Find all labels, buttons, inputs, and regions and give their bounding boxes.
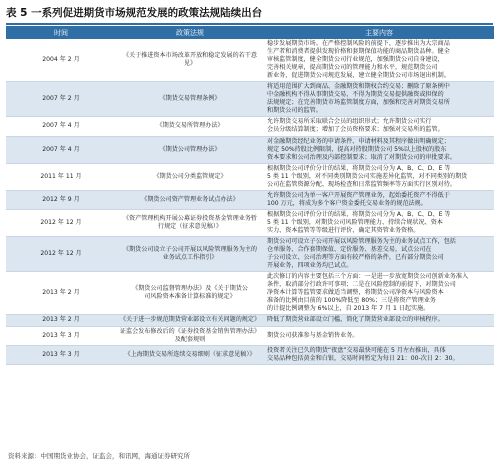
law-cell [116,209,264,236]
table-row [6,82,494,117]
law-line: 《期货公司资产管理业务试点办法》 [141,195,239,203]
time-cell: 2013 年 3 月 [6,345,116,364]
content-line: 5 类 11 个级别，对期货公司风险管理能力、持续合规状况、资本 [267,218,443,226]
table-row [6,209,494,236]
content-line: 会员分级结算制度；增加了会员资格要求；加强对交易所的监管。 [267,126,444,134]
law-line: 《期货公司设立子公司开展以风险管理服务为主的 [122,246,258,254]
content-cell [264,209,494,236]
law-line: 《期货公司监督管理办法》及《关于期货公 [132,285,248,293]
content-line: 净资本计算等监管要求做适当调整，将期货公司净资本与风险资本 [267,289,444,297]
content-line: 投资者关注已久的期货“夜盘”交易最快可能在 5 月左右推出，具体 [267,346,446,354]
content-cell [264,82,494,117]
content-line: 对金融期货经纪业务的申请条件、申请材料及其程序做出明确规定； [267,137,450,145]
content-line: 生产者和消费者提供发现价格和套期保值功能的商品期货品种。健全 [267,48,450,56]
time-cell: 2007 年 2 月 [6,82,116,117]
law-line: 司风险资本准备计算标准的规定》 [144,293,236,301]
content-cell [264,237,494,272]
content-line: 允许期货公司为单一客户开展资产管理业务，起始委托资产不得低于 [267,191,450,199]
content-line: 和期货公司的监管。 [267,107,322,115]
content-line: 降低了期货营业部设立门槛，简化了期货营业部设立的审核程序。 [267,316,444,324]
content-cell [264,326,494,345]
header-time: 时间 [6,26,116,39]
content-line: 实力、资本监管等等级进行评价，确定其资管业务资格。 [267,226,420,234]
law-cell [116,272,264,315]
table-row [6,326,494,345]
table-row [6,190,494,209]
time-cell: 2012 年 12 月 [6,237,116,272]
content-cell [264,315,494,326]
header-content: 主要内容 [264,26,494,39]
table-row [6,163,494,190]
content-line: 交易品种包括黄金和白银，交易时间暂定为每日 21：00-次日 2：30。 [267,354,459,362]
content-line: 法规规定；在完善期货市场监管制度方面，加强和完善对期货交易所 [267,99,450,107]
law-cell [116,190,264,209]
source-note: 资料来源：中国期货业协会，证监会，和讯网，海通证券研究所 [8,452,190,460]
content-line: 条件，取消部分行政许可事项；二是在风险控制的前提下，对期货公司 [267,281,456,289]
content-line: 5 类 11 个级别，对不同类别期货公司实施差异化监管，对不同类别的期货 [267,172,468,180]
time-cell: 2013 年 2 月 [6,272,116,315]
law-line: 《资产管理机构开展公募证券投资基金管理业务暂 [122,214,258,222]
content-line: 审核监管制度，健全期货公司行业规范，加强期货公司自身建设， [267,56,444,64]
table-row [6,345,494,364]
table-row [6,237,494,272]
law-cell [116,39,264,82]
content-line: 公司在监管资源分配、现场检查和日常监管频率等方面实行区别对待。 [267,180,456,188]
content-cell [264,39,494,82]
content-line: 新业务，促进期货公司规范发展，建立健全期货公司市场退出机制。 [267,72,450,80]
law-cell [116,82,264,117]
content-cell [264,345,494,364]
content-line: 开展业务，四项业务均已试点。 [267,262,353,270]
content-line: 完善相关规章，提高期货公司的管理能力和水平，规范期货公司 [267,64,438,72]
content-line: 100 万元，将成为多个客户资金委托交易业务的规范法规。 [267,199,427,207]
content-cell [264,190,494,209]
law-cell [116,237,264,272]
law-line: 及配套规则 [174,335,206,343]
content-cell [264,163,494,190]
time-cell: 2012 年 12 月 [6,209,116,236]
content-line: 仓单服务、合作套期保值、定价服务、基差交易，试点公司在 [267,246,432,254]
law-line: 《期货交易管理条例》 [159,95,221,103]
content-cell [264,136,494,163]
law-cell [116,326,264,345]
table-row [6,272,494,315]
content-line: 根据期货公司评价分计的结果，将期货公司分为 A、B、C、D、E 等 [267,210,451,218]
law-line: 《期货公司分类监管规定》 [153,172,227,180]
content-line: 将适用范围扩大到商品、金融期货和期权合约交易；删除了原条例中 [267,83,450,91]
time-cell: 2007 年 4 月 [6,117,116,136]
time-cell: 2007 年 4 月 [6,136,116,163]
content-line: 稳步发展期货市场。在严格控制风险的前提下，逐步推出为大宗商品 [267,40,450,47]
law-line: 《关于进一步规范期货营业部设立有关问题的规定》 [119,316,261,324]
content-line: 期货公司可设立子公司开展以风险管理服务为主的业务试点工作，包括 [267,238,456,246]
content-line: 中金融机构不得从事期货交易，不得为期货交易提供融资或担保的 [267,91,444,99]
content-cell [264,117,494,136]
table-title: 表 5 一系列促进期货市场规范发展的政策法规陆续出台 [6,3,493,25]
content-line: 允许期货交易所采取联合会员的组织形式；允许期货公司实行 [267,118,432,126]
law-line: 证监会发布修改后的《证券投资基金销售管理办法》 [119,327,261,335]
law-line: 业务试点工作指引》 [162,254,218,262]
header-law: 政策法规 [116,26,264,39]
table-row [6,315,494,326]
law-cell [116,117,264,136]
content-line: 期货公司获准参与基金销售业务。 [267,331,359,339]
law-line: 见》 [183,60,197,68]
content-line: 的计提比例调整为 6%以上，自 2013 年 7 月 1 日起实施。 [267,305,430,313]
law-cell [116,315,264,326]
time-cell: 2011 年 11 月 [6,163,116,190]
time-cell: 2013 年 2 月 [6,315,116,326]
law-line: 行规定（征求意见稿）》 [158,222,222,230]
table-body [6,39,494,364]
time-cell: 2013 年 3 月 [6,326,116,345]
time-cell: 2012 年 9 月 [6,190,116,209]
table-row [6,39,494,82]
law-cell [116,345,264,364]
content-cell [264,272,494,315]
content-line: 规定 50%持股比例限制，提高对持股期货公司 5%以上股权的股东 [267,145,447,153]
law-line: 《期货交易所管理办法》 [156,122,224,130]
content-line: 此次修订的内容主要包括三个方面：一是进一步放宽期货公司创新业务准入 [267,273,469,281]
law-cell [116,136,264,163]
law-line: 《上海期货交易所连续交易细则（征求意见稿）》 [124,350,256,358]
content-line: 资本要求和公司治理及内部控制要求；取消了对期货公司的审批要求。 [267,153,456,161]
law-cell [116,163,264,190]
policy-table [6,26,494,365]
law-line: 《关于推进资本市场改革开放和稳定发展的若干意 [122,52,258,60]
content-line: 根据期货公司评价分计的结果，将期货公司分为 A、B、C、D、E 等 [267,164,451,172]
table-row [6,117,494,136]
time-cell: 2004 年 2 月 [6,39,116,82]
table-row [6,136,494,163]
content-line: 准备的比例由目前的 100%降低至 80%；三是将资产管理业务 [267,297,436,305]
content-line: 子公司设立、公司治理等方面有较严格的条件，已有部分期货公司 [267,254,444,262]
table-header-row [6,26,494,39]
law-line: 《期货公司管理办法》 [159,145,221,153]
